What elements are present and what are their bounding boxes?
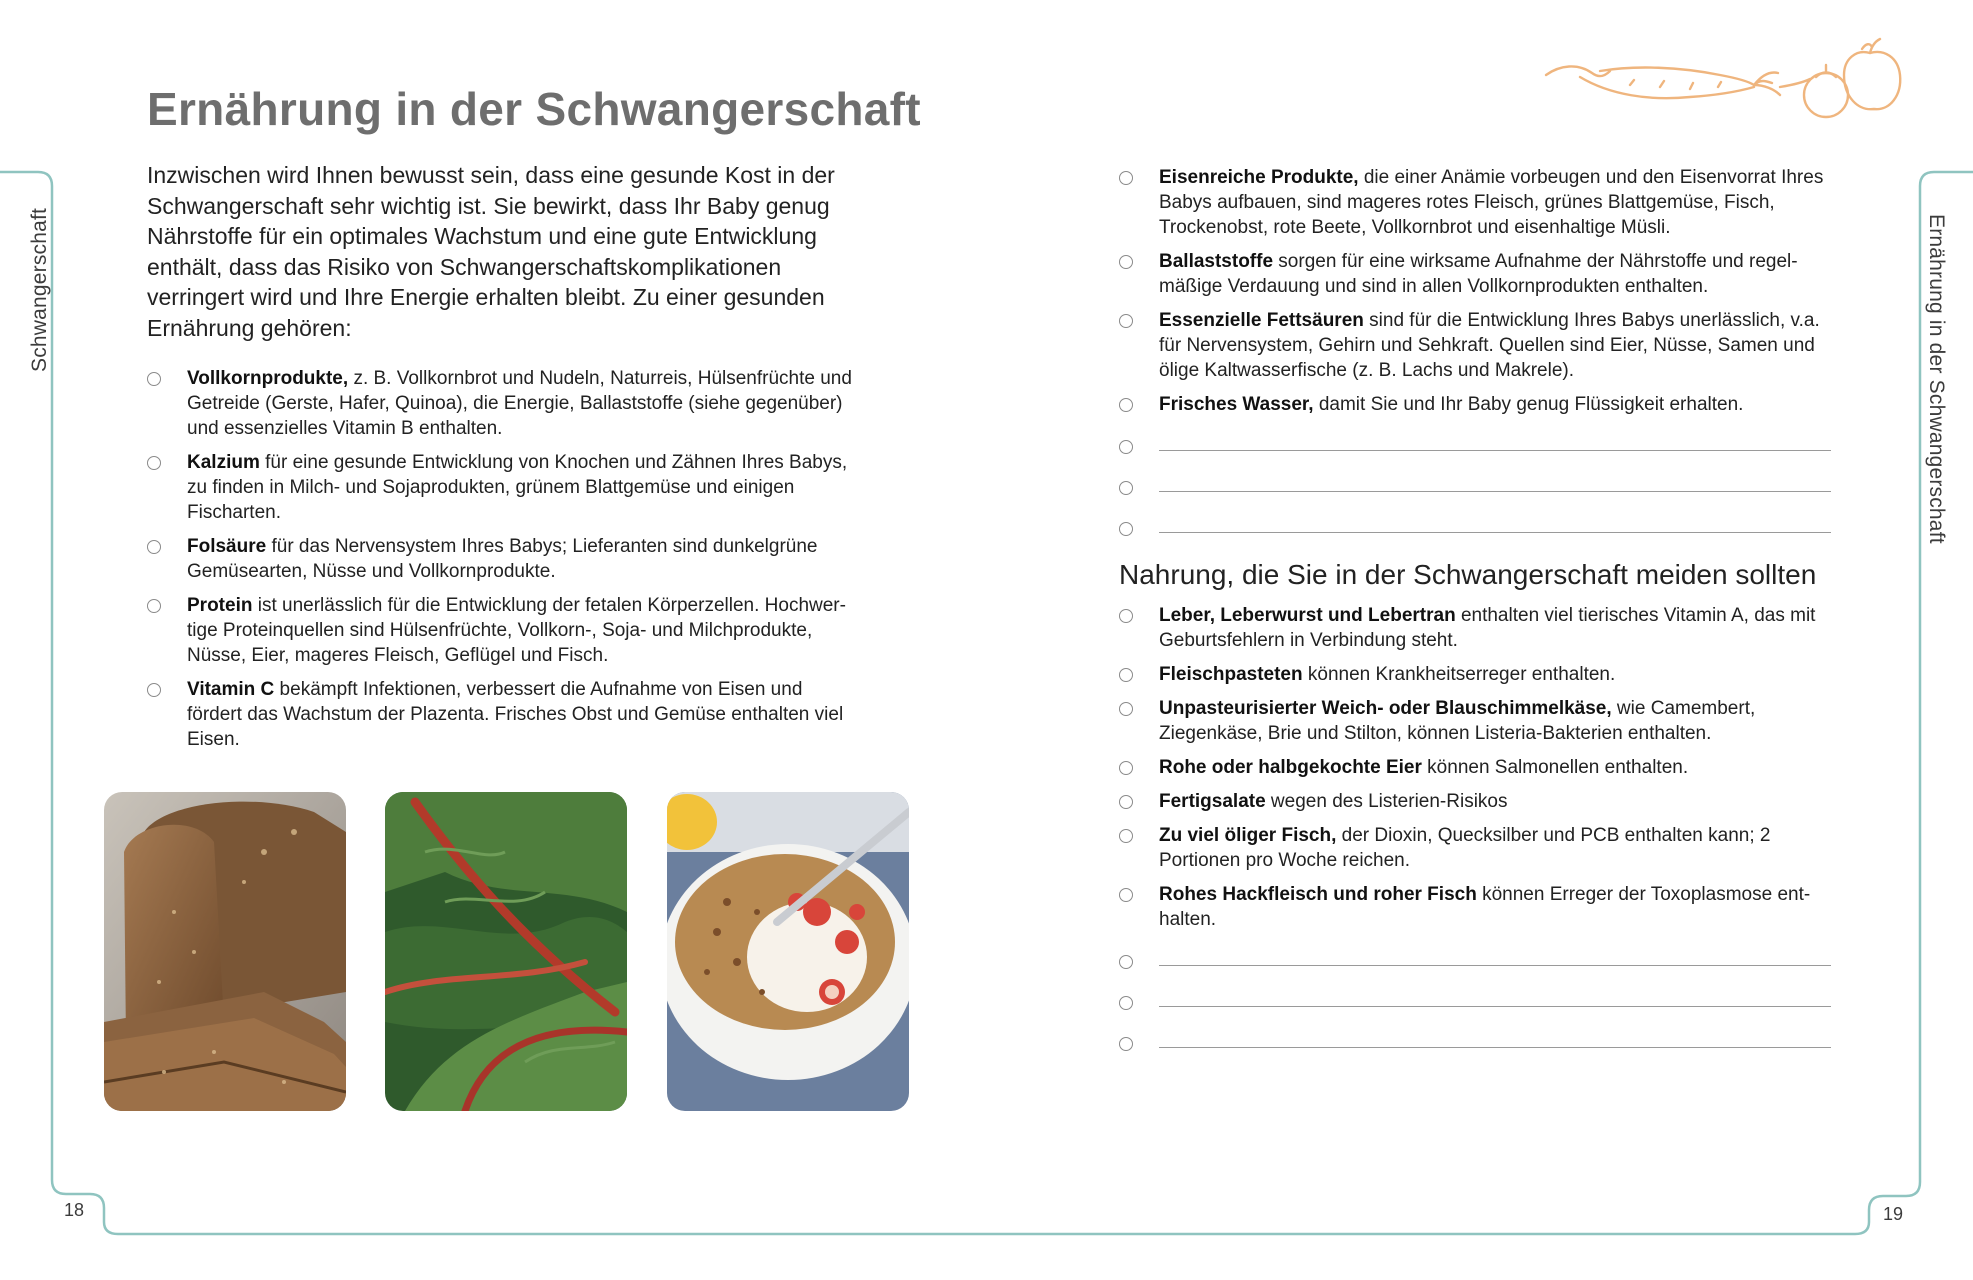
chard-photo xyxy=(385,792,627,1111)
checkbox-circle[interactable] xyxy=(1119,481,1133,495)
write-in-line[interactable] xyxy=(1159,1047,1831,1048)
checklist-item: Essenzielle Fettsäuren sind für die Entwicklung Ihres Babys unerlässlich, v.a. für Nervensystem, Gehirn und Sehkraft. Quellen sind Eier, Nüsse, Samen und ölige Kaltwasserfische (z. B. Lachs und Makrele). xyxy=(1119,308,1831,383)
nutrition-checklist xyxy=(147,366,855,761)
checklist-item: Folsäure für das Nervensystem Ihres Babys; Lieferanten sind dunkelgrüne Gemüsearten, Nüsse und Vollkornprodukte. xyxy=(147,534,855,584)
checklist-item: Fleischpasteten können Krankheitserreger enthalten. xyxy=(1119,662,1831,687)
checklist-item: Kalzium für eine gesunde Entwicklung von Knochen und Zähnen Ihres Babys, zu finden in Milch- und Sojaprodukten, grünem Blattgemüse und einigen Fischarten. xyxy=(147,450,855,525)
checkbox-circle[interactable] xyxy=(1119,440,1133,454)
checklist-item: Vitamin C bekämpft Infektionen, verbessert die Aufnahme von Eisen und fördert das Wachstum der Plazenta. Frisches Obst und Gemüse enthalten viel Eisen. xyxy=(147,677,855,752)
checkbox-circle[interactable] xyxy=(1119,609,1133,623)
right-page-number: 19 xyxy=(1883,1204,1904,1224)
write-in-line[interactable] xyxy=(1159,532,1831,533)
checklist-item: Rohes Hackfleisch und roher Fisch können Erreger der Toxoplasmose enthalten. xyxy=(1119,882,1831,932)
write-in-line[interactable] xyxy=(1159,965,1831,966)
checkbox-circle[interactable] xyxy=(1119,171,1133,185)
write-in-line[interactable] xyxy=(1159,1006,1831,1007)
checkbox-circle[interactable] xyxy=(1119,829,1133,843)
vegetable-illustration xyxy=(1540,35,1910,130)
checklist-item: Vollkornprodukte, z. B. Vollkornbrot und Nudeln, Naturreis, Hülsenfrüchte und Getreide (Gerste, Hafer, Quinoa), die Energie, Ballaststoffe (siehe gegenüber) und essenzielles Vitamin B enthalten. xyxy=(147,366,855,441)
checkbox-circle[interactable] xyxy=(1119,996,1133,1010)
bread-photo xyxy=(104,792,346,1111)
checkbox-circle[interactable] xyxy=(1119,1037,1133,1051)
checkbox-circle[interactable] xyxy=(1119,314,1133,328)
checklist-item: Ballaststoffe sorgen für eine wirksame Aufnahme der Nährstoffe und regelmäßige Verdauung und sind in allen Vollkornprodukten enthalten. xyxy=(1119,249,1831,299)
checkbox-circle[interactable] xyxy=(1119,888,1133,902)
checklist-item: Rohe oder halbgekochte Eier können Salmonellen enthalten. xyxy=(1119,755,1831,780)
intro-paragraph: Inzwischen wird Ihnen bewusst sein, dass eine gesunde Kost in der Schwangerschaft sehr wichtig ist. Sie bewirkt, dass Ihr Baby genug Nährstoffe für ein optimales Wachstum und eine gute Entwicklung enthält, dass das Risiko von Schwangerschaftskomplikationen verringert wird und Ihre Energie erhalten bleibt. Zu einer gesunden Ernährung gehören: xyxy=(147,162,835,341)
checkbox-circle[interactable] xyxy=(147,456,161,470)
blank-entry xyxy=(1119,467,1831,508)
checkbox-circle[interactable] xyxy=(147,540,161,554)
blank-entry xyxy=(1119,426,1831,467)
blank-entry xyxy=(1119,1023,1831,1064)
checklist-item: Unpasteurisierter Weich- oder Blauschimmelkäse, wie Camembert, Ziegenkäse, Brie und Stilton, können Listeria-Bakterien enthalten. xyxy=(1119,696,1831,746)
checklist-item: Fertigsalate wegen des Listerien-Risikos xyxy=(1119,789,1831,814)
checkbox-circle[interactable] xyxy=(147,372,161,386)
checkbox-circle[interactable] xyxy=(1119,795,1133,809)
blank-entry xyxy=(1119,941,1831,982)
checklist-item: Eisenreiche Produkte, die einer Anämie vorbeugen und den Eisenvorrat Ihres Babys aufbauen, sind mageres rotes Fleisch, grünes Blattgemüse, Fisch, Trockenobst, rote Beete, Vollkornbrot und eisenhaltige Müsli. xyxy=(1119,165,1831,240)
avoid-heading: Nahrung, die Sie in der Schwangerschaft meiden sollten xyxy=(1119,559,1817,590)
checklist-item: Frisches Wasser, damit Sie und Ihr Baby genug Flüssigkeit erhalten. xyxy=(1119,392,1831,417)
checklist-item: Zu viel öliger Fisch, der Dioxin, Quecksilber und PCB enthalten kann; 2 Portionen pro Woche reichen. xyxy=(1119,823,1831,873)
checkbox-circle[interactable] xyxy=(1119,702,1133,716)
checklist-item: Protein ist unerlässlich für die Entwicklung der fetalen Körperzellen. Hochwertige Proteinquellen sind Hülsenfrüchte, Vollkorn-, Soja- und Milchprodukte, Nüsse, Eier, mageres Fleisch, Geflügel und Fisch. xyxy=(147,593,855,668)
checkbox-circle[interactable] xyxy=(1119,668,1133,682)
left-side-label: Schwangerschaft xyxy=(28,207,51,372)
checkbox-circle[interactable] xyxy=(1119,955,1133,969)
checkbox-circle[interactable] xyxy=(1119,761,1133,775)
nutrition-checklist-continued xyxy=(1119,165,1831,549)
avoid-checklist xyxy=(1119,603,1831,1064)
checkbox-circle[interactable] xyxy=(147,599,161,613)
checkbox-circle[interactable] xyxy=(1119,398,1133,412)
blank-entry xyxy=(1119,508,1831,549)
blank-entry xyxy=(1119,982,1831,1023)
checkbox-circle[interactable] xyxy=(147,683,161,697)
left-page-number: 18 xyxy=(64,1200,85,1220)
write-in-line[interactable] xyxy=(1159,450,1831,451)
page-title: Ernährung in der Schwangerschaft xyxy=(147,83,921,135)
muesli-photo xyxy=(667,792,909,1111)
checkbox-circle[interactable] xyxy=(1119,522,1133,536)
checkbox-circle[interactable] xyxy=(1119,255,1133,269)
right-side-label: Ernährung in der Schwangerschaft xyxy=(1925,214,1948,544)
write-in-line[interactable] xyxy=(1159,491,1831,492)
checklist-item: Leber, Leberwurst und Lebertran enthalten viel tierisches Vitamin A, das mit Geburtsfehlern in Verbindung steht. xyxy=(1119,603,1831,653)
